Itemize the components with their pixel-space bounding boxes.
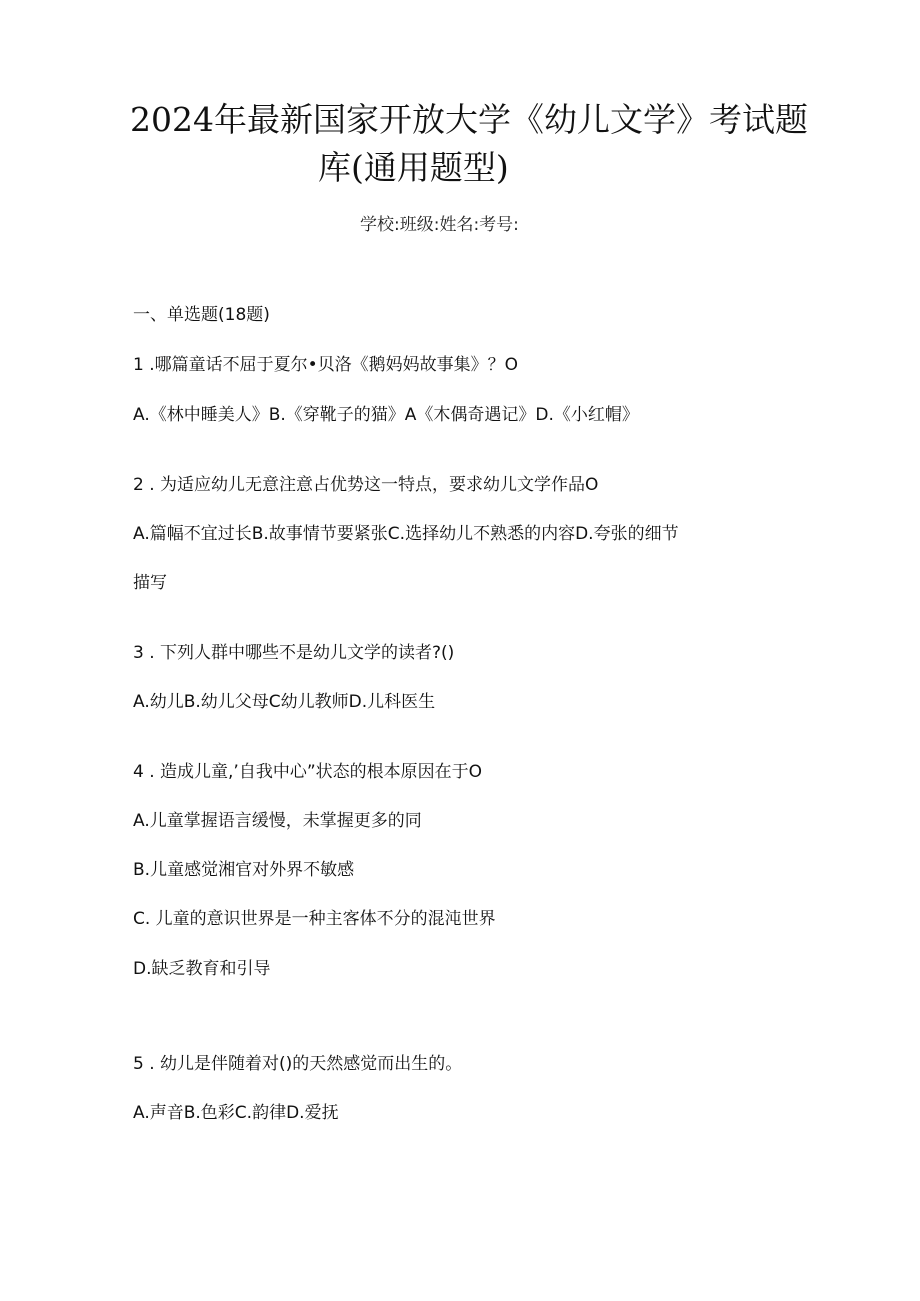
question-2-options: A.篇幅不宜过长B.故事情节要紧张C.选择幼儿不熟悉的内容D.夸张的细节 (133, 524, 679, 544)
question-4-option-d: D.缺乏教育和引导 (133, 959, 271, 979)
question-4-option-c: C. 儿童的意识世界是一种主客体不分的混沌世界 (133, 909, 496, 929)
question-4-option-a: A.儿童掌握语言缓慢，未掌握更多的同 (133, 811, 422, 831)
student-info-line: 学校:班级:姓名:考号: (360, 215, 519, 235)
question-1-options: A.《林中睡美人》B.《穿靴子的猫》A《木偶奇遇记》D.《小红帽》 (133, 405, 639, 425)
question-3-stem: 3 . 下列人群中哪些不是幼儿文学的读者?() (133, 643, 455, 663)
question-1-stem: 1 .哪篇童话不屈于夏尔•贝洛《鹅妈妈故事集》？O (133, 355, 519, 375)
question-2-stem: 2 . 为适应幼儿无意注意占优势这一特点，要求幼儿文学作品O (133, 475, 599, 495)
section-heading: 一、单选题(18题) (133, 305, 270, 325)
document-title-line-2: 库(通用题型) (318, 148, 509, 187)
question-2-options-continued: 描写 (133, 573, 167, 593)
question-5-options: A.声音B.色彩C.韵律D.爱抚 (133, 1103, 339, 1123)
question-4-option-b: B.儿童感觉湘官对外界不敏感 (133, 860, 355, 880)
question-4-stem: 4 . 造成儿童,’自我中心”状态的根本原因在于O (133, 762, 483, 782)
question-3-options: A.幼儿B.幼儿父母C幼儿教师D.儿科医生 (133, 692, 436, 712)
document-title-line-1: 2024年最新国家开放大学《幼儿文学》考试题 (130, 100, 808, 139)
question-5-stem: 5 . 幼儿是伴随着对()的天然感觉而出生的。 (133, 1054, 463, 1074)
